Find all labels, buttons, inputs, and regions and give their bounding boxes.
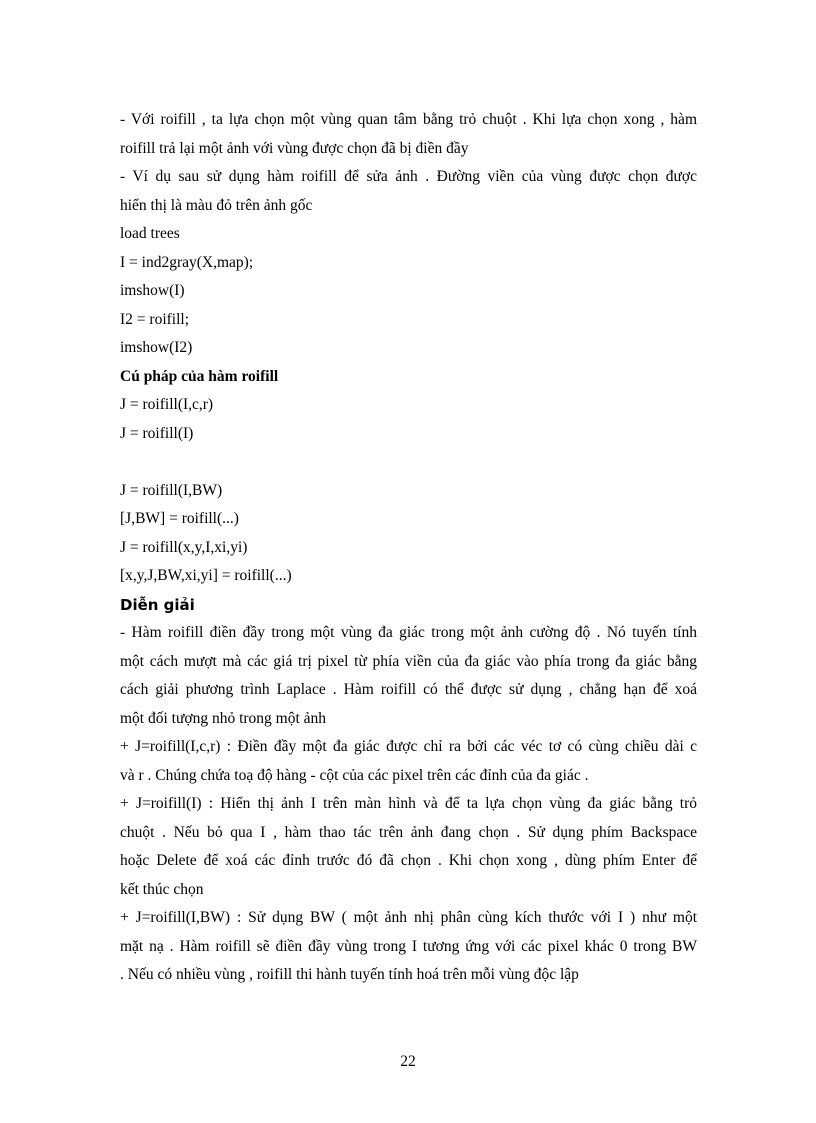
paragraph-line: + J=roifill(I,c,r) : Điền đầy một đa giác được chỉ ra bởi các véc tơ có cùng chiều dài c [120, 738, 697, 755]
syntax-line: J = roifill(I,c,r) [120, 396, 214, 413]
section-heading-syntax: Cú pháp của hàm roifill [120, 367, 279, 385]
paragraph-line: cách giải phương trình Laplace . Hàm roifill có thể được sử dụng , chẳng hạn để xoá [120, 681, 697, 698]
code-line: I2 = roifill; [120, 310, 190, 328]
page-number: 22 [400, 1053, 416, 1070]
paragraph-line: . Nếu có nhiều vùng , roifill thi hành tuyến tính hoá trên mỗi vùng độc lập [120, 966, 579, 983]
paragraph-line: roifill trả lại một ảnh với vùng được chọn đã bị điền đầy [120, 139, 469, 157]
section-heading-description: Diễn giải [120, 595, 195, 614]
paragraph-line: chuột . Nếu bỏ qua I , hàm thao tác trên ảnh đang chọn . Sử dụng phím Backspace [120, 823, 697, 841]
syntax-line: [J,BW] = roifill(...) [120, 510, 239, 527]
code-line: I = ind2gray(X,map); [120, 253, 254, 271]
paragraph-line: một đối tượng nhỏ trong một ảnh [120, 709, 327, 727]
syntax-line: J = roifill(I,BW) [120, 481, 223, 499]
syntax-line: J = roifill(I) [120, 424, 194, 442]
paragraph-line: hiển thị là màu đỏ trên ảnh gốc [120, 196, 313, 214]
paragraph-line: + J=roifill(I) : Hiển thị ảnh I trên màn hình và để ta lựa chọn vùng đa giác bằng trỏ [120, 795, 697, 812]
code-line: imshow(I) [120, 282, 185, 299]
paragraph-line: và r . Chúng chứa toạ độ hàng - cột của các pixel trên các đỉnh của đa giác . [120, 766, 589, 784]
paragraph-line: - Hàm roifill điền đầy trong một vùng đa giác trong một ảnh cường độ . Nó tuyến tính [120, 624, 697, 641]
paragraph-line: kết thúc chọn [120, 880, 204, 898]
code-line: load trees [120, 225, 180, 242]
document-page [120, 106, 697, 990]
paragraph-line: + J=roifill(I,BW) : Sử dụng BW ( một ảnh nhị phân cùng kích thước với I ) như một [120, 909, 697, 926]
syntax-line: J = roifill(x,y,I,xi,yi) [120, 538, 248, 556]
paragraph-line: hoặc Delete để xoá các đỉnh trước đó đã chọn . Khi chọn xong , dùng phím Enter để [120, 852, 697, 869]
blank-line [120, 448, 697, 477]
paragraph-line: mặt nạ . Hàm roifill sẽ điền đầy vùng trong I tương ứng với các pixel khác 0 trong BW [120, 937, 697, 955]
syntax-line: [x,y,J,BW,xi,yi] = roifill(...) [120, 567, 292, 584]
code-line: imshow(I2) [120, 339, 193, 356]
paragraph-line: một cách mượt mà các giá trị pixel từ phía viền của đa giác vào phía trong đa giác bằng [120, 652, 697, 670]
paragraph-line: - Với roifill , ta lựa chọn một vùng quan tâm bằng trỏ chuột . Khi lựa chọn xong , hàm [120, 111, 697, 128]
paragraph-line: - Ví dụ sau sử dụng hàm roifill để sửa ảnh . Đường viền của vùng được chọn được [120, 168, 697, 185]
